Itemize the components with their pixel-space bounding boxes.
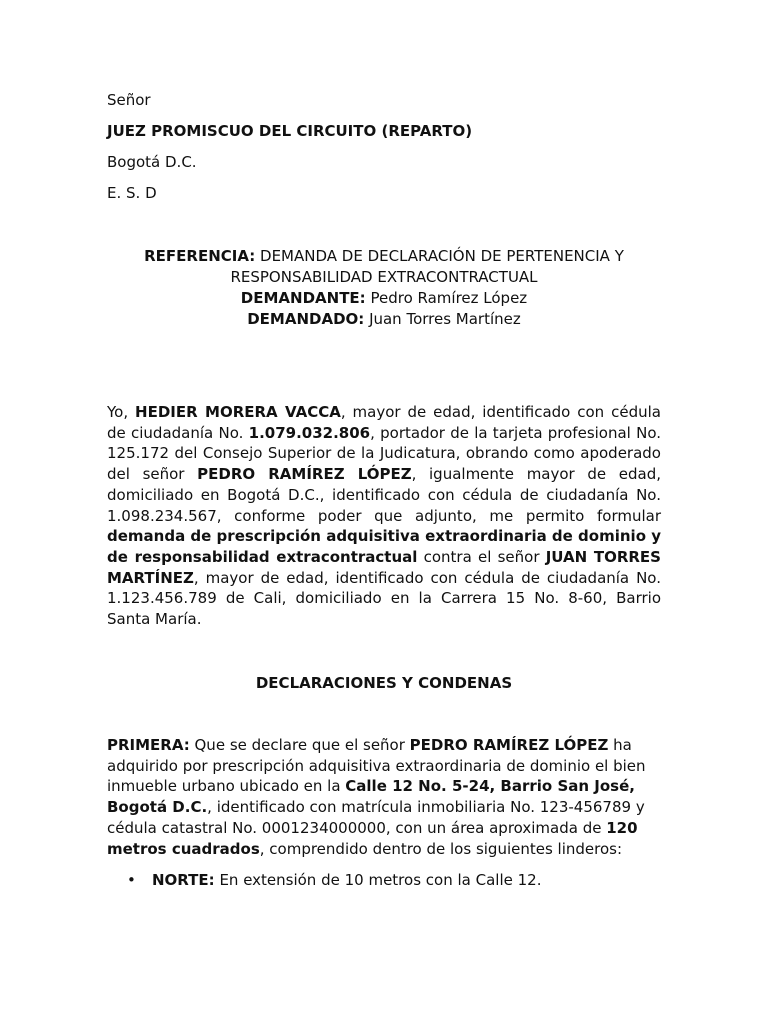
- defendant-name: Juan Torres Martínez: [369, 310, 521, 328]
- bullet-icon: •: [127, 871, 136, 889]
- intro-text-6: , mayor de edad, identificado con cédula de ciudadanía No. 1.123.456.789 de Cali, domiciliado en la Carrera 15 No. 8-60, Barrio Santa María.: [107, 568, 661, 629]
- city: Bogotá D.C.: [107, 153, 197, 171]
- client-name: PEDRO RAMÍREZ LÓPEZ: [197, 465, 412, 484]
- reference-label: REFERENCIA:: [144, 247, 256, 265]
- addressee: JUEZ PROMISCUO DEL CIRCUITO (REPARTO): [107, 122, 473, 140]
- primera-area: 120 metros cuadrados: [107, 818, 638, 858]
- defendant-line: [107, 309, 661, 330]
- plaintiff-label: DEMANDANTE:: [240, 289, 366, 307]
- plaintiff-name: Pedro Ramírez López: [370, 289, 528, 307]
- intro-defendant-name: JUAN TORRES MARTÍNEZ: [107, 547, 661, 587]
- lindero-description: En extensión de 10 metros con la Calle 12.: [214, 871, 542, 889]
- primera-name: PEDRO RAMÍREZ LÓPEZ: [409, 736, 609, 754]
- reference-line-1: [107, 246, 661, 267]
- reference-line-2: RESPONSABILIDAD EXTRACONTRACTUAL: [230, 268, 538, 286]
- attorney-name: HEDIER MORERA VACCA: [135, 403, 341, 421]
- primera-text-3: , identificado con matrícula inmobiliaria No. 123-456789 y cédula catastral No. 0001234000000, con un área aproximada de: [107, 798, 645, 837]
- intro-paragraph: [107, 402, 661, 630]
- plaintiff-line: [107, 288, 661, 309]
- reference-block: [107, 246, 661, 330]
- claim-type: demanda de prescripción adquisitiva extraordinaria de dominio y de responsabilidad extracontractual: [107, 527, 661, 566]
- intro-text-1: Yo,: [107, 403, 136, 421]
- primera-label: PRIMERA:: [107, 736, 190, 754]
- lindero-label: NORTE:: [152, 871, 215, 889]
- primera-address: Calle 12 No. 5-24, Barrio San José, Bogotá D.C.: [107, 777, 635, 817]
- salutation: Señor: [107, 91, 151, 109]
- reference-text-1: DEMANDA DE DECLARACIÓN DE PERTENENCIA Y: [260, 247, 624, 265]
- intro-text-3: , portador de la tarjeta profesional No. 125.172 del Consejo Superior de la Judicatura, obrando como apoderado del señor: [107, 423, 661, 484]
- primera-text-4: , comprendido dentro de los siguientes linderos:: [259, 839, 623, 858]
- intro-text-4: , igualmente mayor de edad, domiciliado en Bogotá D.C., identificado con cédula de ciudadanía No. 1.098.234.567, conforme poder que adjunto, me permito formular: [107, 465, 662, 525]
- primera-text-1: Que se declare que el señor: [189, 736, 410, 754]
- section-title: [107, 673, 661, 694]
- defendant-label: DEMANDADO:: [247, 310, 365, 328]
- primera-text-2: ha adquirido por prescripción adquisitiva extraordinaria de dominio el bien inmueble urbano ubicado en la: [107, 736, 646, 796]
- section-title-text: DECLARACIONES Y CONDENAS: [255, 674, 513, 692]
- intro-text-2: , mayor de edad, identificado con cédula de ciudadanía No.: [107, 403, 661, 442]
- lindero-text: [152, 870, 541, 891]
- intro-text-5: contra el señor: [417, 547, 546, 566]
- esd: E. S. D: [107, 184, 157, 202]
- primera-paragraph: [107, 735, 661, 859]
- attorney-id: 1.079.032.806: [248, 423, 371, 442]
